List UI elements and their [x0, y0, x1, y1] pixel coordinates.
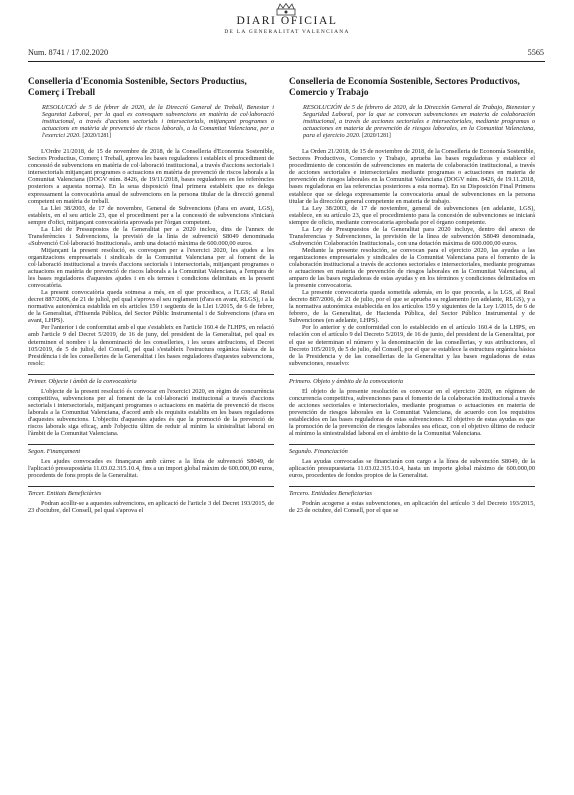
section-text: Las ayudas convocadas se financiarán con cargo a la línea de subvención S8049, de la aplicación presupuestaria 11.03.02.315.10.4, hasta un importe global máximo de 600.000,00 euros, procedentes de fondos propios de la Generalitat.: [289, 458, 535, 480]
section-title: Tercer. Entitats Beneficiàries: [28, 490, 102, 498]
paragraph: L'Ordre 21/2018, de 15 de novembre de 2018, de la Conselleria d'Economia Sostenible, Sectors Productius, Comerç i Treball, aprova les bases reguladores i estableix el procediment de concessió de subvencions en matèria de col·laboració institucional, a través d'accions sectorials i intersectorials mitjançant programes o actuacions en matèria de prevenció de riscos laborals a la Comunitat Valenciana (DOGV núm. 8426, de 19/11/2018, bases reguladores en les referències posteriors a aquesta norma). En la seua disposició final primera estableix que es delega expressament la convocatòria anual de subvencions en la persona titular de la direcció general competent en matèria de treball.: [28, 148, 274, 205]
paragraph: La Llei de Pressupostos de la Generalitat per a 2020 inclou, dins de l'annex de Transferències i Subvencions, la previsió de la línia de subvenció S8049 denominada «Subvenció Col·laboració Institucional», amb una dotació màxima de 600.000,00 euros.: [28, 225, 274, 247]
paragraph: Mediante la presente resolución, se convocan para el ejercicio 2020, las ayudas a las organizaciones empresariales y sindicales de la Comunitat Valenciana para el fomento de la colaboración institucional a través de acciones sectoriales e intersectoriales, mediante programas o actuaciones en materia de prevención de riesgos laborales en la Comunitat Valenciana, al amparo de las bases reguladoras de estas ayudas y en los términos y condiciones delimitados en la presente convocatoria.: [289, 246, 535, 290]
paragraph: La Llei 38/2003, de 17 de novembre, General de Subvencions (d'ara en avant, LGS), estableix, en el seu article 23, que el procediment per a la concessió de subvencions s'iniciarà sempre d'ofici, mitjançant convocatòria aprovada per l'òrgan competent.: [28, 204, 274, 226]
section-first: [28, 374, 274, 437]
masthead-title: DIARI OFICIAL: [236, 15, 338, 27]
section-text: L'objecte de la present resolució és convocar en l'exercici 2020, en règim de concurrència competitiva, subvencions per al foment de la col·laboració institucional a través d'accions sectorials i intersectorials, mitjançant programes o actuacions en matèria de prevenció de riscos laborals a la Comunitat Valenciana, d'acord amb els requisits establits en les bases reguladores d'aquestes subvencions. L'objectiu d'aquestes ajudes és que la promoció de la prevenció de riscos laborals siga eficaç, amb l'objectiu últim de reduir al mínim la sinistralitat laboral en l'àmbit de la Comunitat Valenciana.: [28, 387, 274, 438]
section-title: Primer. Objecte i àmbit de la convocatòria: [28, 377, 137, 385]
paragraph: La presente convocatoria queda sometida además, en lo que proceda, a la LGS, al Real decreto 887/2006, de 21 de julio, por el que se aprueba su reglamento (en adelante, RLGS), y a la normativa autonómica establecida en los artículos 159 y siguientes de la Ley 1/2015, de 6 de febrero, de la Generalitat, de Hacienda Pública, del Sector Público Instrumental y de Subvenciones (en adelante, LHPS).: [289, 289, 535, 325]
resolution-text: RESOLUCIÓN de 5 de febrero de 2020, de la Dirección General de Trabajo, Bienestar y Seguridad Laboral, por la que se convocan subvenciones en materia de colaboración institucional, a través de acciones sectoriales e intersectoriales, mediante programas o actuaciones en materia de prevención de riesgos laborales, en la Comunitat Valenciana, para el ejercicio 2020.: [303, 104, 535, 140]
resolution-ref: [2020/1281]: [362, 133, 391, 140]
resolution-ref: [2020/1281]: [82, 133, 112, 140]
section-title: Segon. Finançament: [28, 448, 81, 456]
section-title: Primero. Objeto y ámbito de la convocatoria: [289, 377, 404, 385]
paragraph: La Orden 21/2018, de 15 de noviembre de 2018, de la Conselleria de Economía Sostenible, Sectores Productivos, Comercio y Trabajo, aprueba las bases reguladoras y establece el procedimiento de concesión de subvenciones en materia de colaboración institucional, a través de acciones sectoriales e intersectoriales mediante programas o actuaciones en materia de prevención de riesgos laborales en la Comunitat Valenciana (DOGV núm. 8426, de 19.11.2018, bases reguladoras en las referencias posteriores a esta norma). En su Disposición Final Primera establece que se delega expresamente la convocatoria anual de subvenciones en la persona titular de la dirección general competente en materia de trabajo.: [289, 148, 535, 205]
section-text: El objeto de la presente resolución es convocar en el ejercicio 2020, en régimen de concurrencia competitiva, subvenciones para el fomento de la colaboración institucional a través de acciones sectoriales e intersectoriales, mediante programas o actuaciones en materia de prevención de riesgos laborales en la Comunitat Valenciana, de acuerdo con los requisitos establecidos en las bases reguladoras de estas subvenciones. El objetivo de estas ayudas es que la promoción de la prevención de riesgos laborales sea eficaz, con el objetivo último de reducir al mínimo la siniestralidad laboral en el ámbito de la Comunitat Valenciana.: [289, 387, 535, 438]
section-third: [28, 486, 274, 514]
section-first: [289, 374, 535, 437]
resolution-summary: [303, 104, 535, 140]
section-text: Podrán acogerse a estas subvenciones, en aplicación del artículo 3 del Decreto 193/2015, de 23 de octubre, del Consell, por el que se: [289, 500, 535, 515]
paragraph: La present convocatòria queda sotmesa a més, en el que procedisca, a l'LGS; al Reial decret 887/2006, de 21 de juliol, pel qual s'aprova el seu reglament (d'ara en avant, RLGS), i a la normativa autonòmica establida en els articles 159 i següents de la Llei 1/2015, de 6 de febrer, de la Generalitat, d'Hisenda Pública, del Sector Públic Instrumental i de Subvencions (d'ara en avant, LHPS).: [28, 289, 274, 325]
paragraph: Mitjançant la present resolució, es convoquen per a l'exercici 2020, les ajudes a les organitzacions empresarials i sindicals de la Comunitat Valenciana per al foment de la col·laboració institucional a través d'accions sectorials i intersectorials, mitjançant programes o actuacions en matèria de prevenció de riscos laborals a la Comunitat Valenciana, a l'empara de les bases reguladores d'aquestes ajudes i en els termes i condicions delimitats en la present convocatòria.: [28, 246, 274, 290]
paragraph: Por lo anterior y de conformidad con lo establecido en el artículo 160.4 de la LHPS, en relación con el artículo 9 del Decreto 5/2019, de 16 de junio, del president de la Generalitat, por el que se determinan el número y la denominación de las consellerias, y sus atribuciones, el Decreto 105/2019, de 5 de julio, del Consell, por el que se establece la estructura orgánica básica de la Presidencia y de las consellerias de la Generalitat y las bases reguladoras de estas subvenciones, resuelvo:: [289, 324, 535, 367]
section-title: Tercero. Entidades Beneficiarias: [289, 490, 372, 498]
preamble: [289, 148, 535, 366]
header-rule: [28, 61, 545, 62]
paragraph: Per l'anterior i de conformitat amb el que s'estableix en l'article 160.4 de l'LHPS, en relació amb l'article 9 del Decret 5/2019, de 16 de juny, del president de la Generalitat, pel qual es determinen el nombre i la denominació de les conselleries, i les seues atribucions, el Decret 105/2019, de 5 de juliol, del Consell, pel qual s'estableix l'estructura orgànica bàsica de la Presidència i de les conselleries de la Generalitat i les bases reguladores d'aquestes subvencions, resolc:: [28, 324, 274, 367]
page-number: 5565: [527, 48, 544, 57]
department-title: Conselleria de Economía Sostenible, Sectores Productivos, Comercio y Trabajo: [289, 77, 520, 98]
paragraph: La Ley de Presupuestos de la Generalitat para 2020 incluye, dentro del anexo de Transferencias y Subvenciones, la previsión de la línea de subvención S8049 denominada, «Subvención Colaboración Institucional», con una dotación máxima de 600.000,00 euros.: [289, 225, 535, 247]
section-second: [28, 444, 274, 479]
section-second: [289, 444, 535, 479]
column-spanish: [289, 66, 535, 514]
section-text: Podran acollir-se a aquestes subvencions, en aplicació de l'article 3 del Decret 193/2015, de 23 d'octubre, del Consell, pel qual s'aprova el: [28, 500, 274, 515]
masthead-subtitle: DE LA GENERALITAT VALENCIANA: [224, 29, 350, 35]
paragraph: La Ley 38/2003, de 17 de noviembre, general de subvenciones (en adelante, LGS), establece, en su artículo 23, que el procedimiento para la concesión de subvenciones se iniciará siempre de oficio, mediante convocatoria aprobada por el órgano competente.: [289, 204, 535, 226]
issue-number: Num. 8741 / 17.02.2020: [28, 48, 109, 57]
resolution-summary: [42, 104, 274, 140]
preamble: [28, 148, 274, 366]
section-text: Les ajudes convocades es finançaran amb càrrec a la línia de subvenció S8049, de l'aplicació pressupostària 11.03.02.315.10.4, fins a un import global màxim de 600.000,00 euros, procedents de fons propis de la Generalitat.: [28, 458, 274, 480]
resolution-text: RESOLUCIÓ de 5 de febrer de 2020, de la Direcció General de Treball, Benestar i Seguretat Laboral, per la qual es convoquen subvencions en matèria de col·laboració institucional, a través d'accions sectorials i intersectorials, mitjançant programes o actuacions en matèria de prevenció de riscos laborals, a la Comunitat Valenciana, per a l'exercici 2020.: [42, 104, 274, 140]
section-third: [289, 486, 535, 514]
column-valencian: [28, 66, 274, 514]
section-title: Segundo. Financiación: [289, 448, 348, 456]
department-title: Conselleria d'Economia Sostenible, Sectors Productius, Comerç i Treball: [28, 77, 247, 98]
